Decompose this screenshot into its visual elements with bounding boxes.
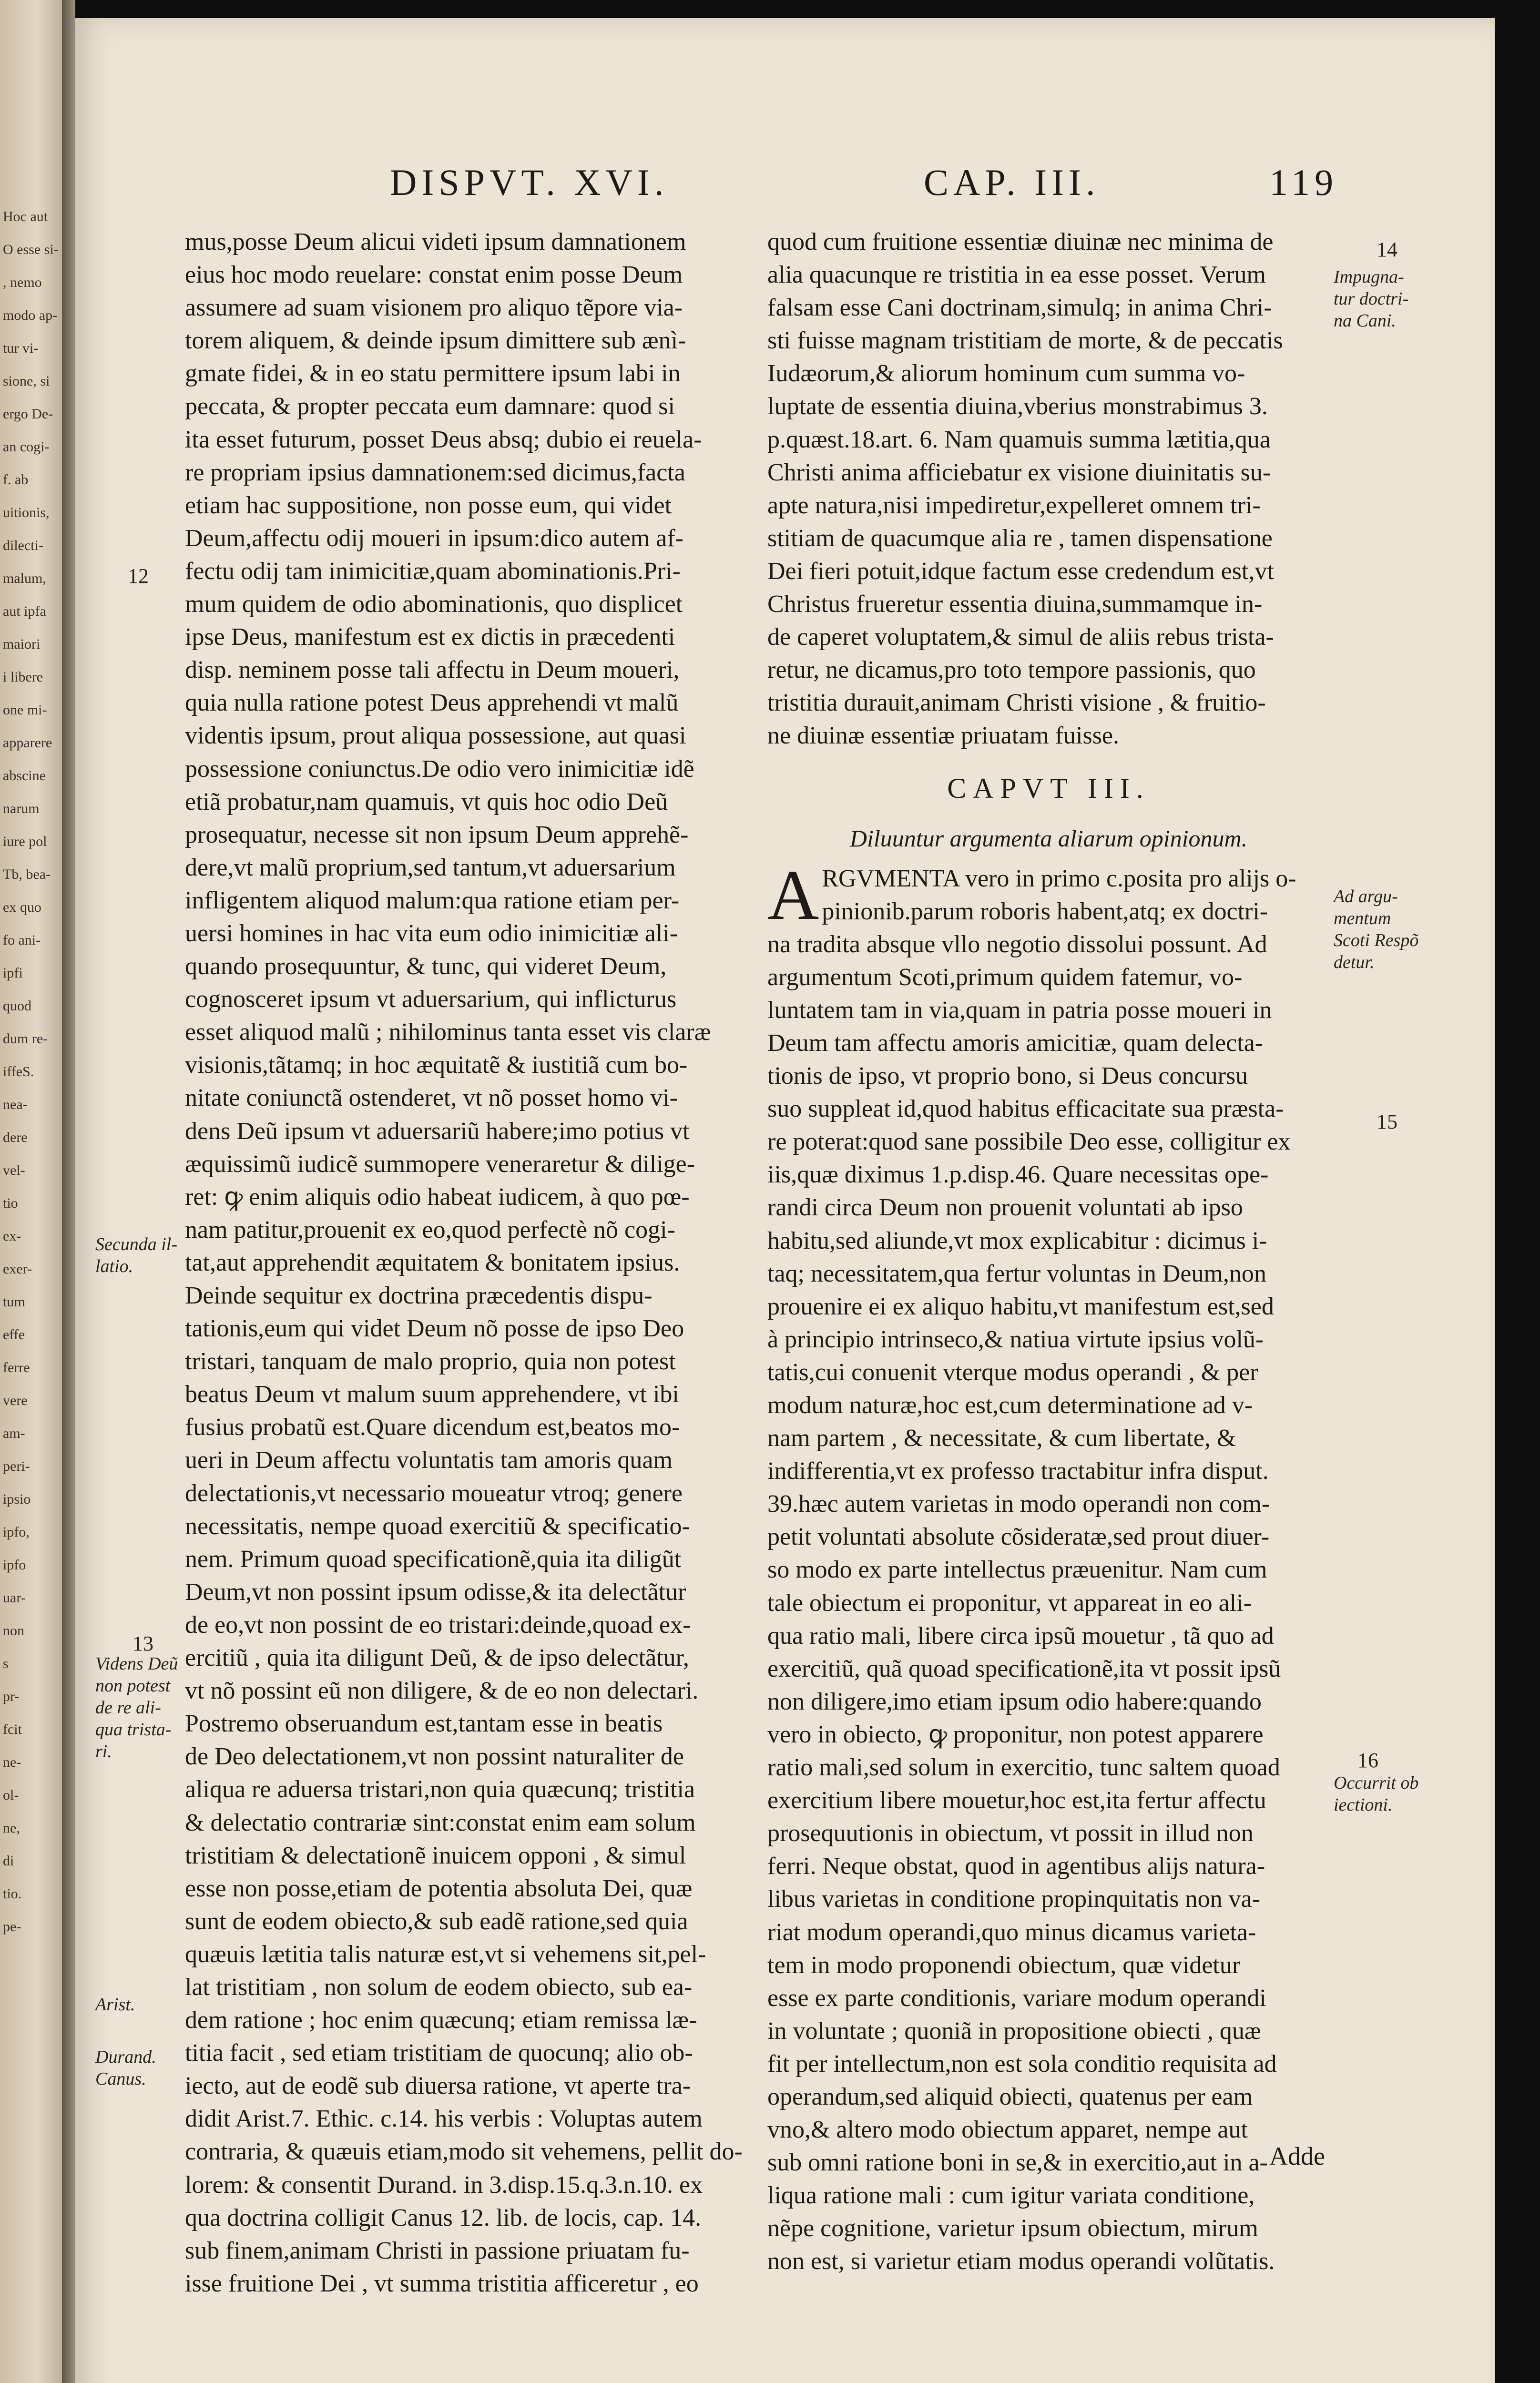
text-line: na tradita absque vllo negotio dissolui possunt. Ad xyxy=(767,930,1267,958)
text-line: eius hoc modo reuelare: constat enim posse Deum xyxy=(185,261,683,289)
left-column xyxy=(185,225,747,2300)
text-line: esset aliquod malũ ; nihilominus tanta esset vis claræ xyxy=(185,1018,711,1046)
previous-page-fragment: apparere xyxy=(3,735,52,751)
text-line: luntatem tam in via,quam in patria posse moueri in xyxy=(767,996,1272,1024)
margin-note-occurrit: Occurrit ob iectioni. xyxy=(1334,1773,1419,1815)
text-line: beatus Deum vt malum suum apprehendere, vt ibi xyxy=(185,1381,679,1408)
previous-page-fragment: iffeS. xyxy=(3,1064,34,1079)
previous-page-fragment: tio xyxy=(3,1195,18,1211)
text-line: tale obiectum ei proponitur, vt appareat in eo ali- xyxy=(767,1589,1252,1617)
text-line: Christus frueretur essentia diuina,summamque in- xyxy=(767,591,1263,618)
text-line: ret: ꝙ enim aliquis odio habeat iudicem, à quo pœ- xyxy=(185,1183,690,1211)
text-line: etiã probatur,nam quamuis, vt quis hoc odio Deũ xyxy=(185,788,668,815)
previous-page-fragment: vere xyxy=(3,1393,28,1408)
margin-note-secunda-illatio: Secunda il- latio. xyxy=(95,1234,178,1276)
previous-page-fragment: s xyxy=(3,1656,9,1671)
text-line: tristitiam & delectationẽ inuicem opponi , & simul xyxy=(185,1842,686,1869)
text-line: disp. neminem posse tali affectu in Deum moueri, xyxy=(185,656,680,684)
text-line: de caperet voluptatem,& simul de aliis rebus trista- xyxy=(767,623,1274,651)
text-line: & delectatio contrariæ sint:constat enim eam solum xyxy=(185,1809,696,1836)
text-line: qua doctrina colligit Canus 12. lib. de locis, cap. 14. xyxy=(185,2204,702,2231)
text-line: iecto, aut de eodẽ sub diuersa ratione, vt aperte tra- xyxy=(185,2072,691,2100)
previous-page-fragment: iure pol xyxy=(3,834,47,849)
text-line: so modo ex parte intellectus præuenitur. Nam cum xyxy=(767,1556,1267,1584)
previous-page-fragment: Tb, bea- xyxy=(3,866,51,882)
previous-page-fragment: ipfo, xyxy=(3,1524,30,1540)
previous-page-fragment: ne, xyxy=(3,1820,20,1836)
text-line: tat,aut apprehendit æquitatem & bonitatem ipsius. xyxy=(185,1249,680,1276)
margin-number-14: 14 xyxy=(1377,238,1397,261)
text-line: libus varietas in conditione propinquitatis non va- xyxy=(767,1885,1261,1913)
text-line: possessione coniunctus.De odio vero inimicitiæ idẽ xyxy=(185,755,694,783)
text-line: sunt de eodem obiecto,& sub eadẽ ratione,sed quia xyxy=(185,1907,688,1935)
header-disputation: DISPVT. XVI. xyxy=(390,162,669,203)
text-line: isse fruitione Dei , vt summa tristitia afficeretur , eo xyxy=(185,2270,699,2297)
text-line: lorem: & consentit Durand. in 3.disp.15.q.3.n.10. ex xyxy=(185,2171,703,2199)
text-line: 39.hæc autem varietas in modo operandi non com- xyxy=(767,1490,1270,1518)
text-line: exercitium libere mouetur,hoc est,ita fertur affectu xyxy=(767,1787,1266,1814)
previous-page-fragment: O esse si- xyxy=(3,242,59,257)
text-line: tristitia durauit,animam Christi visione , & fruitio- xyxy=(767,689,1266,717)
text-line: Iudæorum,& aliorum hominum cum summa vo- xyxy=(767,360,1245,387)
chapter-text xyxy=(767,855,1330,2278)
margin-note-impugnatur: Impugna- tur doctri- na Cani. xyxy=(1334,267,1409,331)
previous-page-fragment: fo ani- xyxy=(3,932,41,948)
text-line: liqua ratione mali : cum igitur variata conditione, xyxy=(767,2182,1255,2210)
text-line: quia nulla ratione potest Deus apprehendi vt malũ xyxy=(185,689,679,717)
text-line: ipse Deus, manifestum est ex dictis in præcedenti xyxy=(185,623,675,651)
previous-page-fragment: narum xyxy=(3,801,40,816)
previous-page-fragment: abscine xyxy=(3,768,46,784)
previous-page-fragment: ipfi xyxy=(3,965,23,981)
text-line: mus,posse Deum alicui videti ipsum damnationem xyxy=(185,228,686,255)
previous-page-fragment: ol- xyxy=(3,1787,19,1803)
margin-note-videns-deum: Videns Deũ non potest de re ali- qua trista- ri. xyxy=(95,1654,178,1762)
previous-page-fragment: peri- xyxy=(3,1458,30,1474)
text-line: Dei fieri potuit,idque factum esse credendum est,vt xyxy=(767,557,1274,585)
text-line: prosequatur, necesse sit non ipsum Deum apprehẽ- xyxy=(185,821,689,848)
text-line: nam partem , & necessitate, & cum libertate, & xyxy=(767,1425,1236,1452)
text-line: fit per intellectum,non est sola conditio requisita ad xyxy=(767,2050,1277,2077)
text-line: cognosceret ipsum vt aduersarium, qui inflicturus xyxy=(185,986,677,1013)
previous-page-edge xyxy=(0,0,62,2383)
text-line: ne diuinæ essentiæ priuatam fuisse. xyxy=(767,722,1120,750)
text-line: aliqua re aduersa tristari,non quia quæcunq; tristitia xyxy=(185,1776,695,1803)
text-line: Christi anima afficiebatur ex visione diuinitatis su- xyxy=(767,458,1271,486)
previous-page-fragment: tur vi- xyxy=(3,340,39,356)
text-line: iis,quæ diximus 1.p.disp.46. Quare necessitas ope- xyxy=(767,1161,1269,1189)
previous-page-fragment: effe xyxy=(3,1327,25,1343)
text-line: alia quacunque re tristitia in ea esse posset. Verum xyxy=(767,261,1266,289)
text-line: apte natura,nisi impediretur,expelleret omnem tri- xyxy=(767,491,1261,519)
text-line: infligentem aliquod malum:qua ratione etiam per- xyxy=(185,886,680,914)
previous-page-fragment: , nemo xyxy=(3,275,42,290)
text-line: nitate coniunctã ostenderet, vt nõ posset homo vi- xyxy=(185,1084,678,1112)
previous-page-fragment: ferre xyxy=(3,1360,30,1375)
previous-page-fragment: am- xyxy=(3,1426,25,1441)
text-line: sub omni ratione boni in se,& in exercitio,aut in a- xyxy=(767,2149,1268,2177)
text-line: habitu,sed aliunde,vt mox explicabitur : dicimus i- xyxy=(767,1227,1267,1254)
text-line: de Deo delectationem,vt non possint naturaliter de xyxy=(185,1743,684,1771)
text-line: quod cum fruitione essentiæ diuinæ nec minima de xyxy=(767,228,1274,255)
text-line: lat tristitiam , non solum de eodem obiecto, sub ea- xyxy=(185,1973,693,2001)
previous-page-fragment: an cogi- xyxy=(3,439,50,455)
text-line: ratio mali,sed solum in exercitio, tunc saltem quoad xyxy=(767,1754,1280,1782)
margin-note-durand-canus: Durand. Canus. xyxy=(95,2047,156,2089)
text-line: delectationis,vt necessario moueatur vtroq; genere xyxy=(185,1479,683,1507)
header-chapter: CAP. III. xyxy=(924,162,1100,203)
chapter-title: CAPVT III. xyxy=(947,772,1150,804)
text-line: qua ratio mali, libere circa ipsũ mouetur , tã quo ad xyxy=(767,1622,1274,1650)
previous-page-fragment: ex- xyxy=(3,1228,21,1244)
text-line: dens Deũ ipsum vt aduersariũ habere;imo potius vt xyxy=(185,1117,690,1145)
previous-page-fragments xyxy=(0,0,62,1943)
previous-page-fragment: ergo De- xyxy=(3,406,53,422)
text-line: peccata, & propter peccata eum damnare: quod si xyxy=(185,393,675,420)
margin-number-16: 16 xyxy=(1357,1749,1378,1772)
text-line: quæuis lætitia talis naturæ est,vt si vehemens sit,pel- xyxy=(185,1940,706,1968)
text-line: dere,vt malũ proprium,sed tantum,vt aduersarium xyxy=(185,854,676,881)
previous-page-fragment: quod xyxy=(3,998,31,1014)
margin-number-12: 12 xyxy=(128,564,149,588)
text-line: de eo,vt non possint de eo tristari:deinde,quoad ex- xyxy=(185,1611,691,1639)
text-line: operandum,sed aliquid obiecti, quatenus per eam xyxy=(767,2083,1253,2110)
previous-page-fragment: uitionis, xyxy=(3,505,50,520)
text-line: fusius probatũ est.Quare dicendum est,beatos mo- xyxy=(185,1414,680,1441)
initial-letter: A xyxy=(767,855,819,935)
previous-page-fragment: nea- xyxy=(3,1097,28,1112)
previous-page-fragment: exer- xyxy=(3,1261,32,1277)
chapter-subtitle: Diluuntur argumenta aliarum opinionum. xyxy=(849,825,1248,852)
text-line: vno,& altero modo obiectum apparet, nempe aut xyxy=(767,2116,1248,2144)
text-line: modum naturæ,hoc est,cum determinatione ad v- xyxy=(767,1392,1253,1419)
text-line: Deum tam affectu amoris amicitiæ, quam delecta- xyxy=(767,1029,1264,1057)
book-page xyxy=(75,18,1495,2383)
text-line: taq; necessitatem,qua fertur voluntas in Deum,non xyxy=(767,1260,1266,1287)
text-line: tem in modo proponendi obiectum, quæ videtur xyxy=(767,1951,1241,1979)
previous-page-fragment: modo ap- xyxy=(3,307,58,323)
previous-page-fragment: tum xyxy=(3,1294,25,1310)
text-line: p.quæst.18.art. 6. Nam quamuis summa lætitia,qua xyxy=(767,426,1271,453)
text-line: quando prosequuntur, & tunc, qui videret Deum, xyxy=(185,953,667,980)
previous-page-fragment: Hoc aut xyxy=(3,209,48,224)
text-line: didit Arist.7. Ethic. c.14. his verbis : Voluptas autem xyxy=(185,2105,703,2133)
text-line: indifferentia,vt ex professo tractabitur infra disput. xyxy=(767,1457,1269,1485)
text-line: prouenire ei ex aliquo habitu,vt manifestum est,sed xyxy=(767,1293,1274,1320)
text-line: retur, ne dicamus,pro toto tempore passionis, quo xyxy=(767,656,1256,684)
previous-page-fragment: non xyxy=(3,1623,24,1639)
catchword: Adde xyxy=(1269,2142,1325,2170)
previous-page-fragment: pe- xyxy=(3,1919,21,1935)
margin-number-15: 15 xyxy=(1377,1110,1397,1133)
text-line: sub finem,animam Christi in passione priuatam fu- xyxy=(185,2237,690,2264)
previous-page-fragment: fcit xyxy=(3,1721,22,1737)
text-line: prosequutionis in obiectum, vt possit in illud non xyxy=(767,1820,1254,1847)
text-line: assumere ad suam visionem pro aliquo tẽpore via- xyxy=(185,294,683,322)
previous-page-fragment: ipsio xyxy=(3,1491,31,1507)
text-line: tionis de ipso, vt proprio bono, si Deus concursu xyxy=(767,1062,1248,1090)
text-line: titia facit , sed etiam tristitiam de quocunq; alio ob- xyxy=(185,2039,693,2067)
text-line: tationis,eum qui videt Deum nõ posse de ipso Deo xyxy=(185,1315,684,1343)
text-line: suo suppleat id,quod habitus efficacitate sua præsta- xyxy=(767,1095,1284,1123)
text-line: riat modum operandi,quo minus dicamus varieta- xyxy=(767,1918,1256,1946)
text-line: mum quidem de odio abominationis, quo displicet xyxy=(185,591,683,618)
text-line: gmate fidei, & in eo statu permittere ipsum labi in xyxy=(185,360,681,387)
previous-page-fragment: sione, si xyxy=(3,373,50,389)
text-line: petit voluntati absolute cõsideratæ,sed prout diuer- xyxy=(767,1523,1270,1551)
text-line: dem ratione ; hoc enim quæcunq; etiam remissa læ- xyxy=(185,2006,697,2034)
previous-page-fragment: uar- xyxy=(3,1590,26,1606)
text-line: randi circa Deum non prouenit voluntati ab ipso xyxy=(767,1194,1243,1222)
right-column-continuation xyxy=(767,225,1330,753)
text-line: esse non posse,etiam de potentia absoluta Dei, quæ xyxy=(185,1874,693,1902)
text-line: tatis,cui conuenit vterque modus operandi , & per xyxy=(767,1358,1258,1386)
text-line: Deum,vt non possint ipsum odisse,& ita delectãtur xyxy=(185,1578,686,1606)
previous-page-fragment: ex quo xyxy=(3,899,41,915)
text-line: ita esset futurum, posset Deus absq; dubio ei reuela- xyxy=(185,426,702,453)
previous-page-fragment: pr- xyxy=(3,1689,20,1704)
text-line: vero in obiecto, ꝙ proponitur, non potest apparere xyxy=(767,1721,1264,1748)
text-line: æquissimũ iudicẽ summopere veneraretur & dilige- xyxy=(185,1150,695,1178)
text-line: pinionib.parum roboris habent,atq; ex doctri- xyxy=(822,897,1268,925)
running-head xyxy=(75,161,1495,214)
text-line: necessitatis, nempe quoad exercitiũ & specificatio- xyxy=(185,1512,690,1540)
text-line: sti fuisse magnam tristitiam de morte, & de peccatis xyxy=(767,327,1283,355)
previous-page-fragment: maiori xyxy=(3,636,41,652)
text-line: vt nõ possint eũ non diligere, & de eo non delectari. xyxy=(185,1677,699,1705)
text-line: torem aliquem, & deinde ipsum dimittere sub ænì- xyxy=(185,327,686,355)
right-column xyxy=(767,225,1330,2278)
text-line: stitiam de quacumque alia re , tamen dispensatione xyxy=(767,524,1273,552)
book-gutter xyxy=(62,0,75,2383)
text-line: non est, si varietur etiam modus operandi volũtatis. xyxy=(767,2248,1275,2275)
text-line: Deinde sequitur ex doctrina præcedentis dispu- xyxy=(185,1282,653,1309)
text-line: contraria, & quæuis etiam,modo sit vehemens, pellit do- xyxy=(185,2138,743,2166)
text-line: à principio intrinseco,& natiua virtute ipsius volũ- xyxy=(767,1325,1264,1353)
previous-page-fragment: ipfo xyxy=(3,1557,26,1573)
text-line: luptate de essentia diuina,vberius monstrabimus 3. xyxy=(767,393,1268,420)
text-line: visionis,tãtamq; in hoc æquitatẽ & iustitiã cum bo- xyxy=(185,1051,688,1079)
previous-page-fragment: vel- xyxy=(3,1162,25,1178)
text-line: falsam esse Cani doctrinam,simulq; in anima Chri- xyxy=(767,294,1272,322)
text-line: nẽpe cognitione, varietur ipsum obiectum, mirum xyxy=(767,2215,1258,2242)
previous-page-fragment: ne- xyxy=(3,1754,21,1770)
text-line: fectu odij tam inimicitiæ,quam abominationis.Pri- xyxy=(185,557,681,585)
previous-page-fragment: di xyxy=(3,1853,14,1869)
text-line: in voluntate ; quoniã in propositione obiecti , quæ xyxy=(767,2017,1261,2045)
previous-page-fragment: one mi- xyxy=(3,702,47,718)
previous-page-fragment: malum, xyxy=(3,570,46,586)
margin-note-ad-argumentum: Ad argu- mentum Scoti Respõ detur. xyxy=(1334,886,1419,972)
previous-page-fragment: tio. xyxy=(3,1886,22,1902)
text-line: uersi homines in hac vita eum odio inimicitiæ ali- xyxy=(185,919,678,947)
text-line: etiam hac suppositione, non posse eum, qui videt xyxy=(185,491,672,519)
margin-number-13: 13 xyxy=(133,1632,153,1655)
page-number: 119 xyxy=(1269,162,1338,203)
previous-page-fragment: i libere xyxy=(3,669,43,685)
text-line: tristari, tanquam de malo proprio, quia non potest xyxy=(185,1348,676,1375)
previous-page-fragment: dere xyxy=(3,1130,28,1145)
previous-page-fragment: dum re- xyxy=(3,1031,48,1047)
text-line: ueri in Deum affectu voluntatis tam amoris quam xyxy=(185,1446,673,1474)
text-line: re propriam ipsius damnationem:sed dicimus,facta xyxy=(185,458,685,486)
text-line: Deum,affectu odij moueri in ipsum:dico autem af- xyxy=(185,524,683,552)
margin-note-arist: Arist. xyxy=(95,1995,135,2015)
previous-page-fragment: f. ab xyxy=(3,472,29,488)
text-line: nam patitur,prouenit ex eo,quod perfectè nõ cogi- xyxy=(185,1216,675,1243)
text-line: nem. Primum quoad specificationẽ,quia ita diligũt xyxy=(185,1545,682,1573)
text-line: ferri. Neque obstat, quod in agentibus alijs natura- xyxy=(767,1853,1265,1880)
text-line: videntis ipsum, prout aliqua possessione, aut quasi xyxy=(185,722,686,750)
text-line: non diligere,imo etiam ipsum odio habere:quando xyxy=(767,1688,1262,1715)
text-line: ercitiũ , quia ita diligunt Deũ, & de ipso delectãtur, xyxy=(185,1644,689,1672)
text-line: exercitiũ, quã quoad specificationẽ,ita vt possit ipsũ xyxy=(767,1655,1281,1682)
previous-page-fragment: aut ipfa xyxy=(3,603,46,619)
text-line: RGVMENTA vero in primo c.posita pro alijs o- xyxy=(822,865,1296,892)
previous-page-fragment: dilecti- xyxy=(3,538,43,553)
text-line: Postremo obseruandum est,tantam esse in beatis xyxy=(185,1710,663,1738)
text-line: re poterat:quod sane possibile Deo esse, colligitur ex xyxy=(767,1128,1291,1156)
text-line: argumentum Scoti,primum quidem fatemur, vo- xyxy=(767,963,1243,991)
text-line: esse ex parte conditionis, variare modum operandi xyxy=(767,1984,1266,2012)
